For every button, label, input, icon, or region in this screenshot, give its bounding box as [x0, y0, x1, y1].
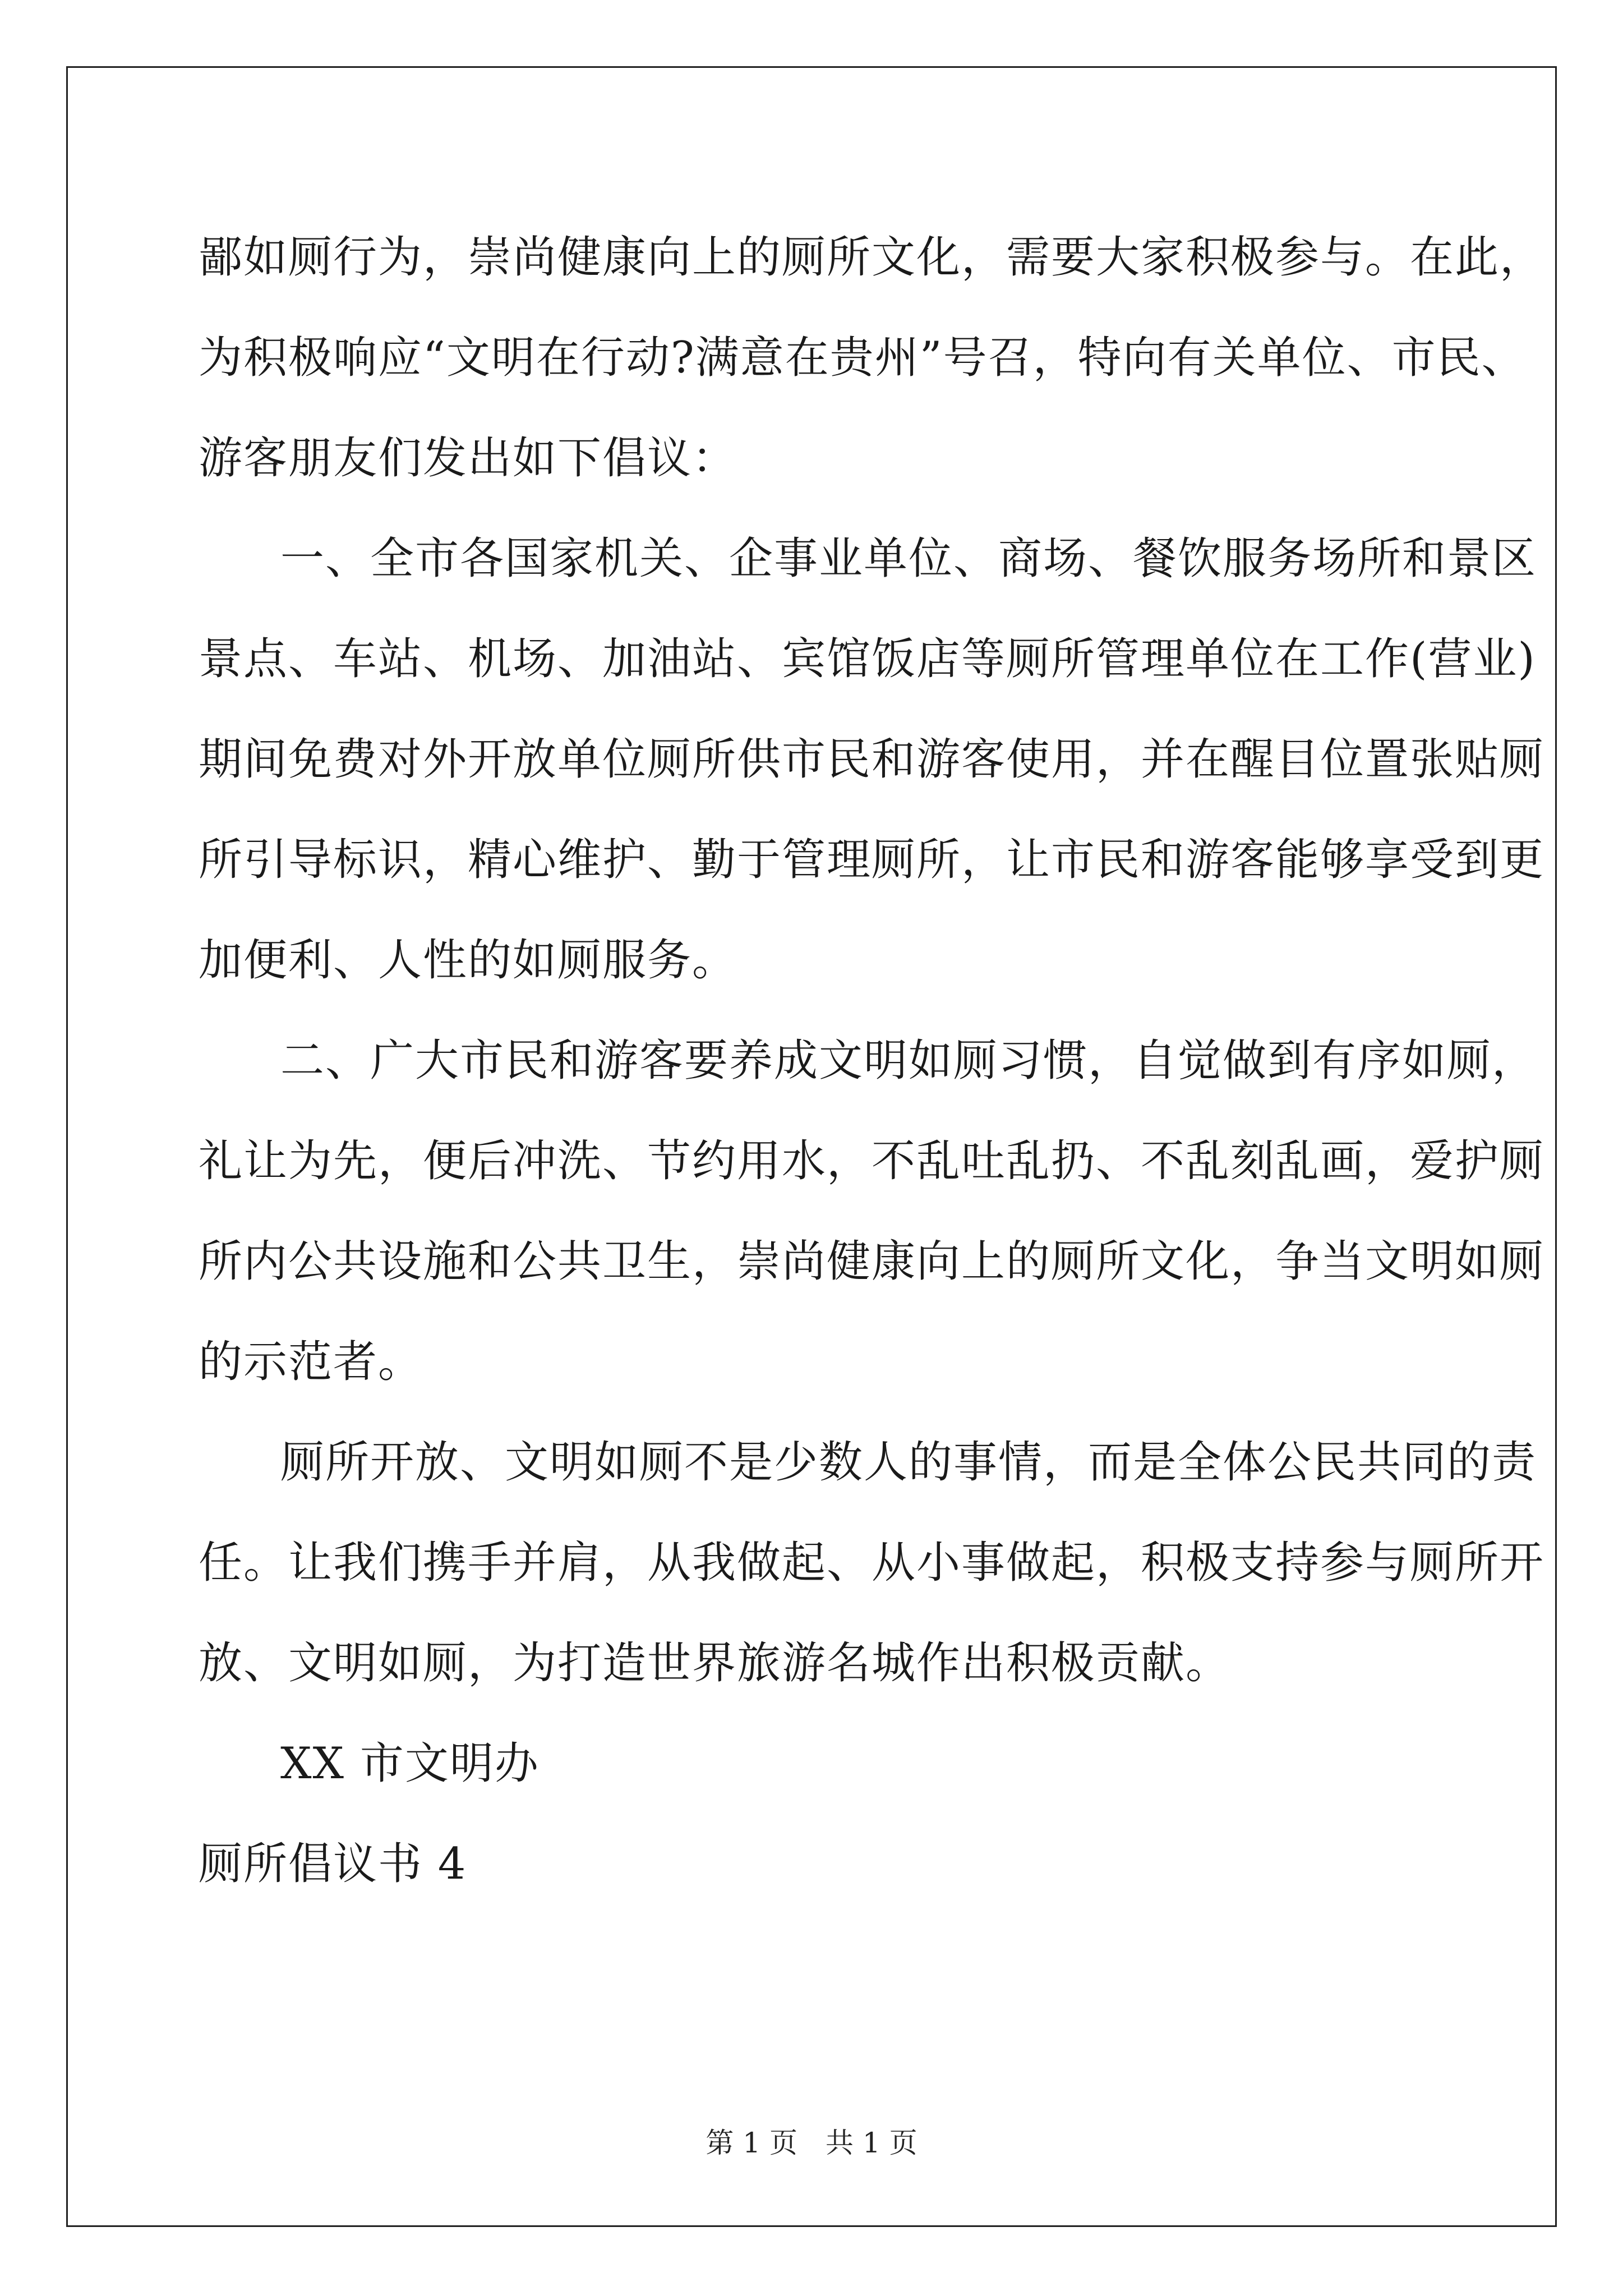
text-line: 所引导标识，精心维护、勤于管理厕所，让市民和游客能够享受到更: [199, 835, 1545, 885]
text-line: 景点、车站、机场、加油站、宾馆饭店等厕所管理单位在工作(营业): [199, 634, 1536, 684]
document-body: [199, 208, 1545, 1915]
paragraph-one-start: 一、全市各国家机关、企事业单位、商场、餐饮服务场所和景区: [280, 533, 1537, 584]
text-line: 游客朋友们发出如下倡议：: [199, 433, 737, 484]
text-line: 期间免费对外开放单位厕所供市民和游客使用，并在醒目位置张贴厕: [199, 734, 1545, 785]
text-line: 的示范者。: [199, 1337, 423, 1387]
text-line: 礼让为先，便后冲洗、节约用水，不乱吐乱扔、不乱刻乱画，爱护厕: [199, 1136, 1545, 1186]
signature: XX 市文明办: [280, 1738, 540, 1789]
paragraph-two-start: 二、广大市民和游客要养成文明如厕习惯，自觉做到有序如厕，: [280, 1036, 1537, 1086]
text-line: 为积极响应“文明在行动?满意在贵州”号召，特向有关单位、市民、: [199, 333, 1527, 383]
closing-paragraph-start: 厕所开放、文明如厕不是少数人的事情，而是全体公民共同的责: [280, 1437, 1537, 1488]
section-heading: 厕所倡议书 4: [199, 1839, 467, 1889]
page-footer: 第 1 页 共 1 页: [706, 2127, 917, 2159]
text-line: 任。让我们携手并肩，从我做起、从小事做起，积极支持参与厕所开: [199, 1538, 1545, 1588]
text-line: 加便利、人性的如厕服务。: [199, 935, 737, 986]
text-line: 所内公共设施和公共卫生，崇尚健康向上的厕所文化，争当文明如厕: [199, 1236, 1545, 1287]
text-line: 放、文明如厕，为打造世界旅游名城作出积极贡献。: [199, 1638, 1231, 1688]
text-line: 鄙如厕行为，崇尚健康向上的厕所文化，需要大家积极参与。在此，: [199, 232, 1545, 283]
